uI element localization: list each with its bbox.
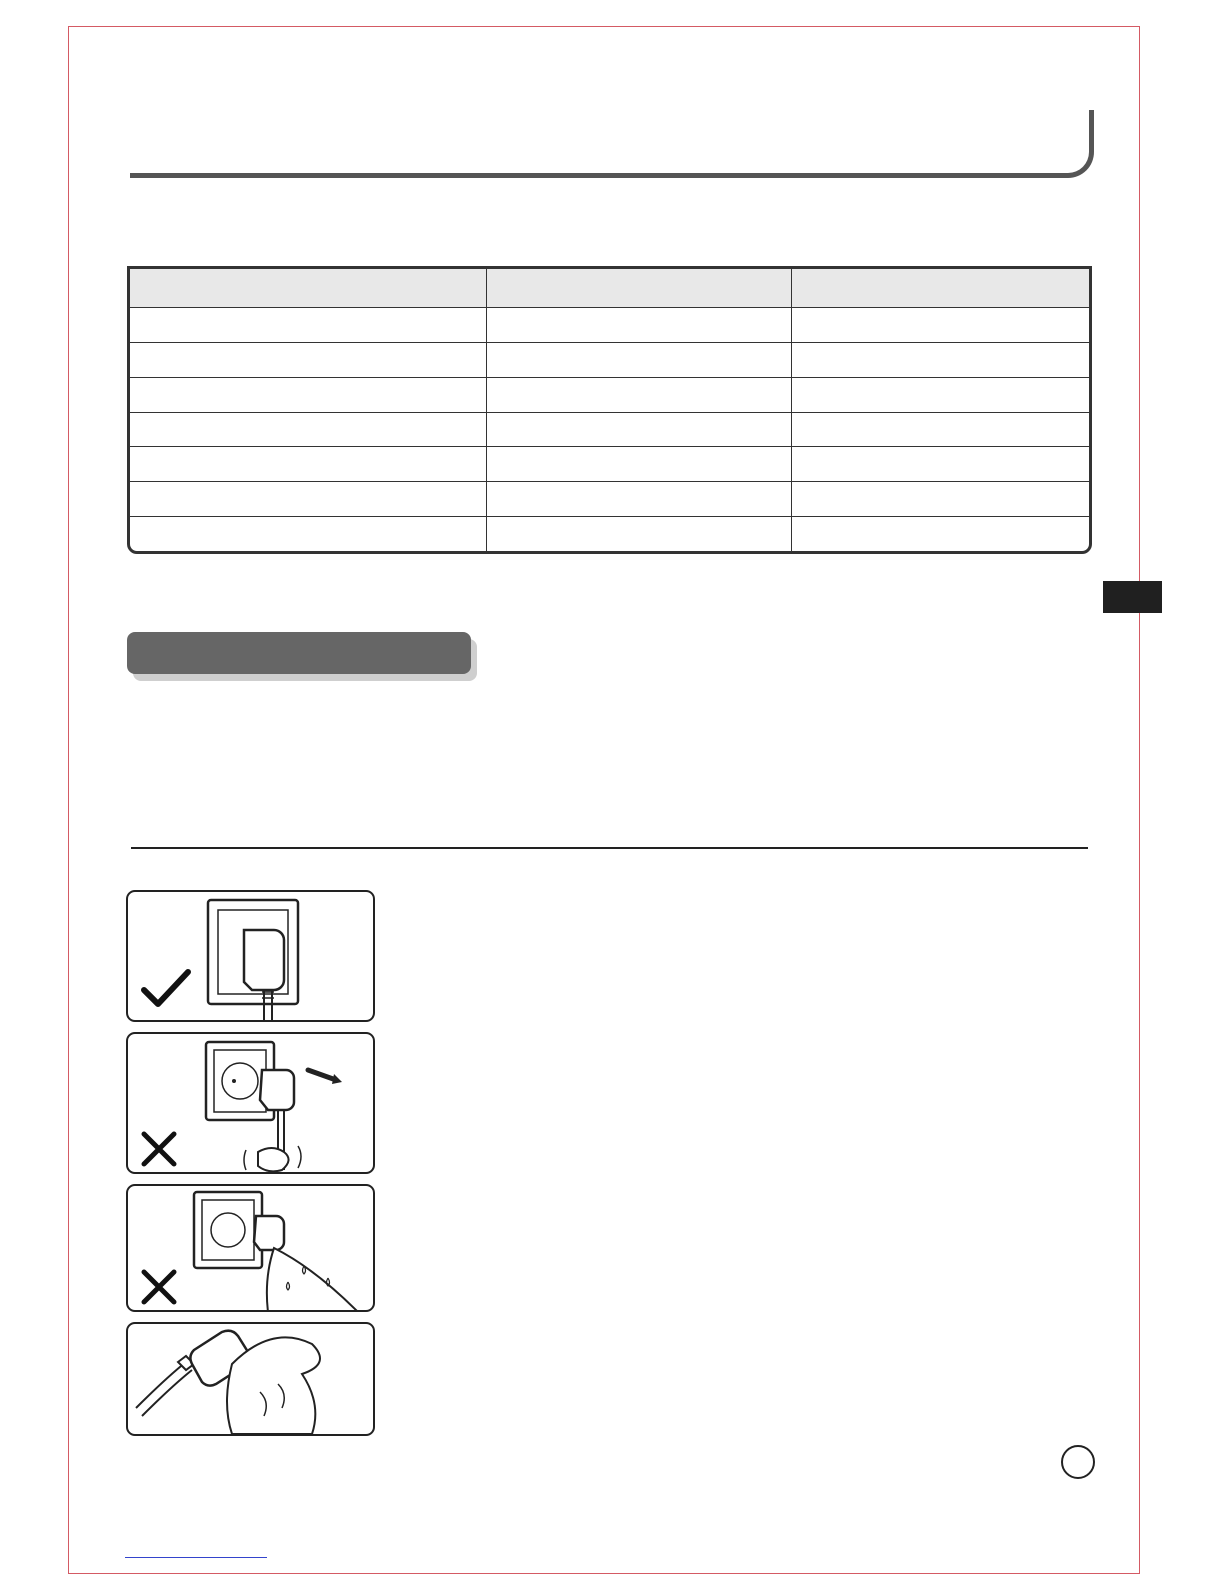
table-cell [486, 482, 791, 517]
wipe-plug-illustration [126, 1322, 375, 1436]
table-cell [130, 342, 486, 377]
table-header-cell [130, 269, 486, 307]
table-cell [486, 447, 791, 482]
table-cell [791, 412, 1089, 447]
title-rule [130, 110, 1094, 178]
table-header-cell [791, 269, 1089, 307]
page-number [1061, 1445, 1095, 1479]
table-row [130, 342, 1089, 377]
table-cell [486, 412, 791, 447]
wet-hands-wrong-illustration [126, 1184, 375, 1312]
section-divider [131, 847, 1088, 849]
pull-cord-wrong-illustration [126, 1032, 375, 1174]
footer-link-line [125, 1557, 267, 1558]
table-cell [791, 517, 1089, 551]
cross-mark-icon [128, 1034, 375, 1174]
table-cell [486, 517, 791, 551]
table-cell [486, 342, 791, 377]
table-row [130, 377, 1089, 412]
chapter-side-tab [1103, 581, 1162, 613]
table-cell [130, 377, 486, 412]
spec-table [127, 266, 1092, 554]
table-cell [130, 447, 486, 482]
table-row [130, 447, 1089, 482]
table-row [130, 517, 1089, 551]
table-cell [130, 482, 486, 517]
table-cell [486, 377, 791, 412]
wipe-plug-drawing [128, 1324, 375, 1436]
table-header-cell [486, 269, 791, 307]
table-header-row [130, 269, 1089, 307]
table-cell [791, 307, 1089, 342]
table-cell [130, 412, 486, 447]
table-cell [791, 482, 1089, 517]
table-row [130, 307, 1089, 342]
plug-inserted-correct-illustration [126, 890, 375, 1022]
cross-mark-icon [128, 1186, 375, 1312]
check-mark-icon [128, 892, 375, 1022]
table-cell [486, 307, 791, 342]
table-cell [791, 377, 1089, 412]
section-heading [127, 632, 471, 674]
table-row [130, 412, 1089, 447]
table-cell [791, 447, 1089, 482]
table-cell [791, 342, 1089, 377]
table-cell [130, 517, 486, 551]
table-row [130, 482, 1089, 517]
table-cell [130, 307, 486, 342]
